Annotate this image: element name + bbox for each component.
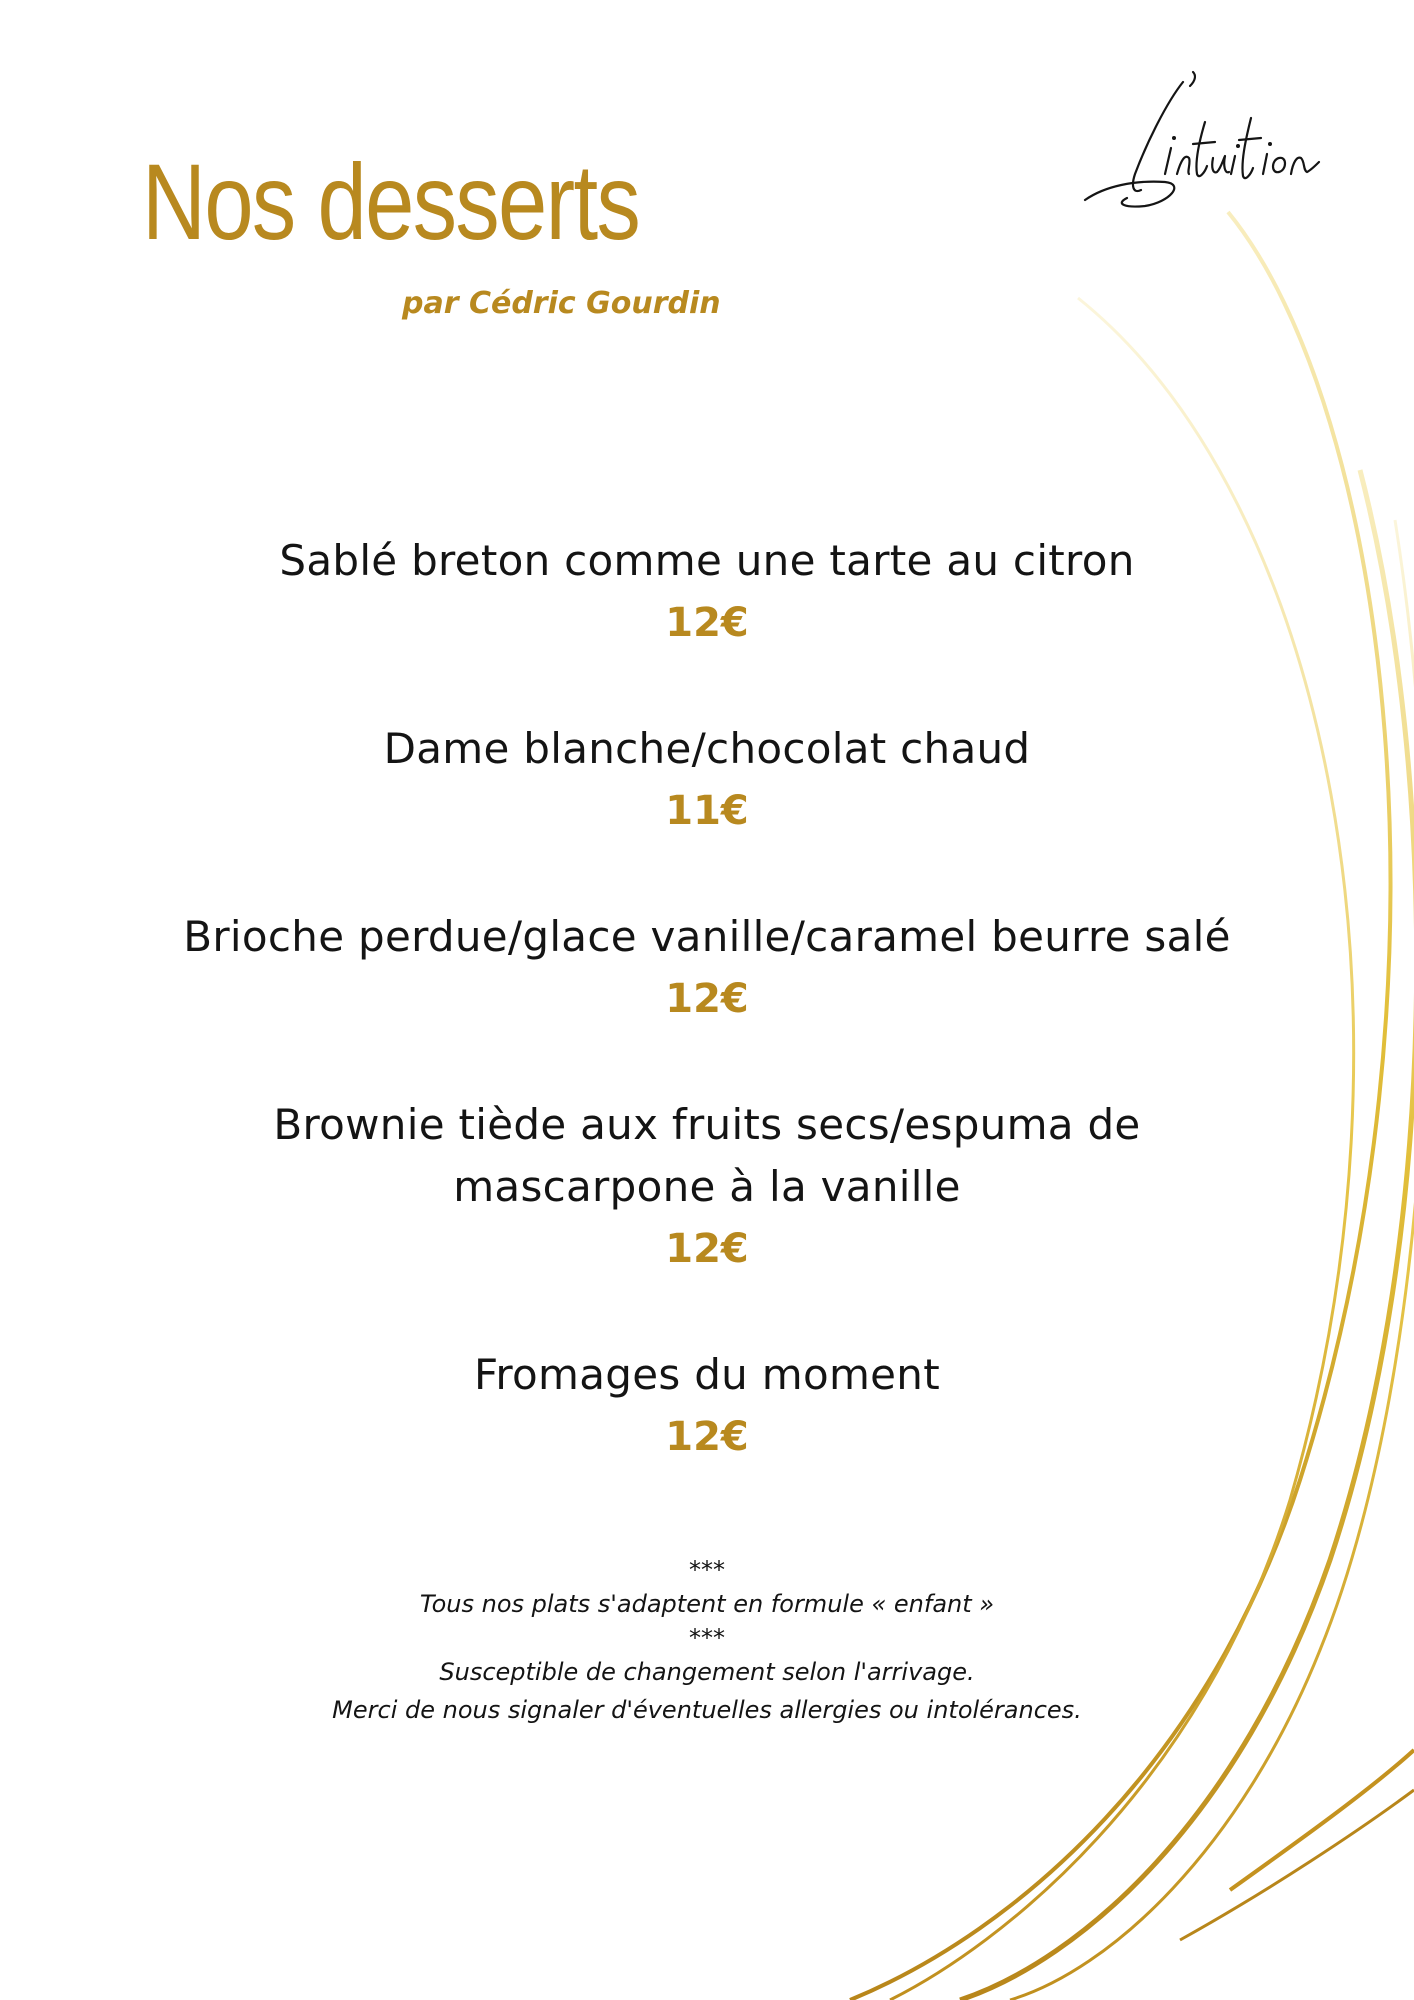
- menu-item-name: Dame blanche/chocolat chaud: [383, 724, 1031, 773]
- change-notice: Susceptible de changement selon l'arrivage.: [439, 1658, 975, 1686]
- menu-item: [110, 1094, 1304, 1280]
- chef-credit: par Cédric Gourdin: [402, 286, 721, 321]
- menu-item-price: 12€: [665, 600, 749, 646]
- menu-item: [110, 530, 1304, 654]
- menu-item: [110, 1344, 1304, 1468]
- kids-formula-note: Tous nos plats s'adaptent en formule « enfant »: [419, 1590, 995, 1618]
- menu-item-price: 12€: [665, 1414, 749, 1460]
- menu-item-name-line-1: Brownie tiède aux fruits secs/espuma de: [273, 1100, 1141, 1149]
- menu-item-name: Fromages du moment: [473, 1350, 940, 1399]
- allergy-notice: Merci de nous signaler d'éventuelles allergies ou intolérances.: [332, 1696, 1082, 1724]
- menu-item: [110, 906, 1304, 1030]
- separator-stars: ***: [689, 1624, 725, 1652]
- menu-item-name: Brioche perdue/glace vanille/caramel beurre salé: [183, 912, 1231, 961]
- page-title: Nos desserts: [142, 141, 640, 262]
- menu-item-name-line-2: mascarpone à la vanille: [453, 1162, 961, 1211]
- menu-item-price: 11€: [665, 788, 749, 834]
- separator-stars: ***: [689, 1556, 725, 1584]
- menu-item-price: 12€: [665, 1226, 749, 1272]
- footer-notes: [110, 1555, 1304, 1729]
- menu-item: [110, 718, 1304, 842]
- dessert-menu: [110, 530, 1304, 1532]
- menu-item-price: 12€: [665, 976, 749, 1022]
- lintuition-logo: [1075, 62, 1345, 222]
- menu-item-name: Sablé breton comme une tarte au citron: [279, 536, 1135, 585]
